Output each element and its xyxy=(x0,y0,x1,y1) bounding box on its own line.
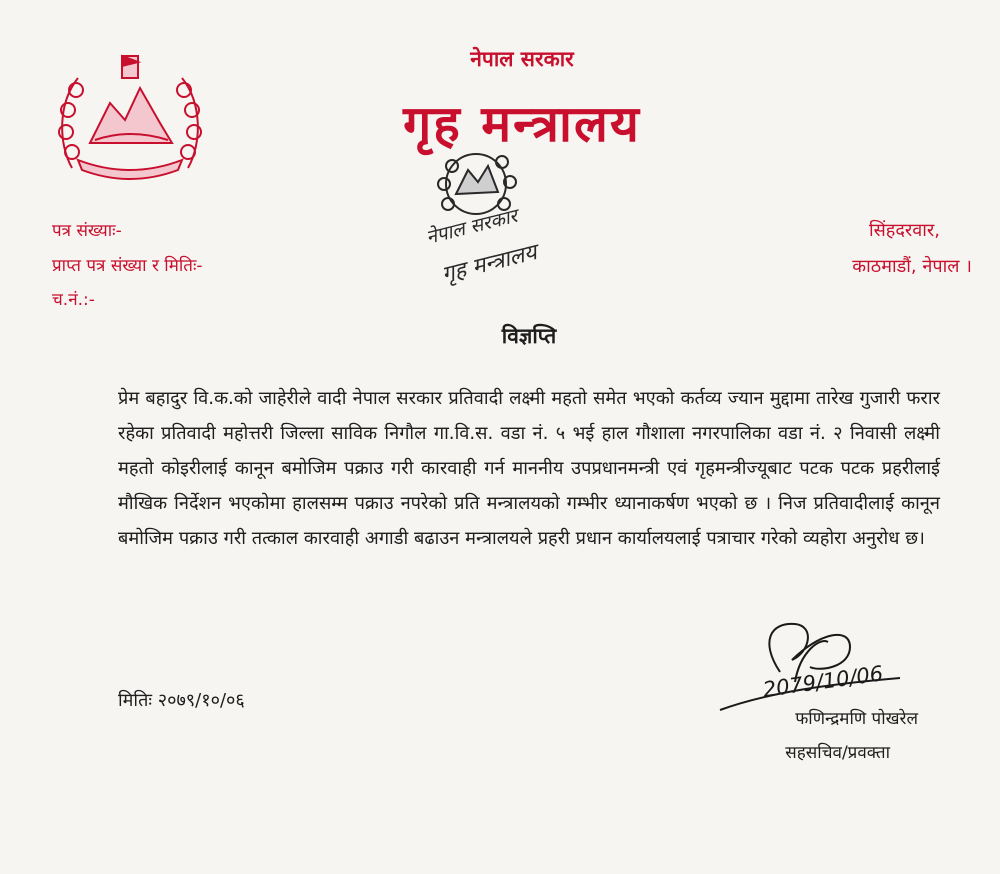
letter-number-label: पत्र संख्याः- xyxy=(52,221,122,241)
stamp-line-2: गृह मन्त्रालय xyxy=(439,240,540,288)
signatory-title: सहसचिव/प्रवक्ता xyxy=(785,743,890,763)
address-line-1: सिंहदरवार, xyxy=(868,220,940,241)
address-line-2: काठमाडौं, नेपाल । xyxy=(852,256,972,277)
ministry-title: गृह मन्त्रालय xyxy=(403,95,641,153)
date-line xyxy=(118,688,245,712)
notice-heading: विज्ञप्ति xyxy=(501,324,557,348)
date-label: मितिः xyxy=(118,690,152,711)
ministry-stamp xyxy=(418,132,583,292)
government-line: नेपाल सरकार xyxy=(470,47,574,71)
stamp-line-1: नेपाल सरकार xyxy=(423,204,520,249)
date-value: २०७९/१०/०६ xyxy=(157,690,245,711)
dispatch-number-label: च.नं.:- xyxy=(52,290,95,310)
notice-body: प्रेम बहादुर वि.क.को जाहेरीले वादी नेपाल सरकार प्रतिवादी लक्ष्मी महतो समेत भएको कर्तव्य ज्यान मुद्दामा तारेख गुजारी फरार रहेका प्रतिवादी महोत्तरी जिल्ला साविक निगौल गा.वि.स. वडा नं. ५ भई हाल गौशाला नगरपालिका वडा नं. २ निवासी लक्ष्मी महतो कोइरीलाई कानून बमोजिम पक्राउ गरी कारवाही गर्न माननीय उपप्रधानमन्त्री एवं गृहमन्त्रीज्यूबाट पटक पटक प्रहरीलाई मौखिक निर्देशन भएकोमा हालसम्म पक्राउ नपरेको प्रति मन्त्रालयको गम्भीर ध्यानाकर्षण भएको छ । निज प्रतिवादीलाई कानून बमोजिम पक्राउ गरी तत्काल कारवाही अगाडी बढाउन मन्त्रालयले प्रहरी प्रधान कार्यालयलाई पत्राचार गरेको व्यहोरा अनुरोध छ। xyxy=(118,388,940,549)
signatory-name: फणिन्द्रमणि पोखरेल xyxy=(795,709,918,729)
signature-date: 2079/10/06 xyxy=(761,661,885,702)
received-letter-label: प्राप्त पत्र संख्या र मितिः- xyxy=(52,256,203,276)
